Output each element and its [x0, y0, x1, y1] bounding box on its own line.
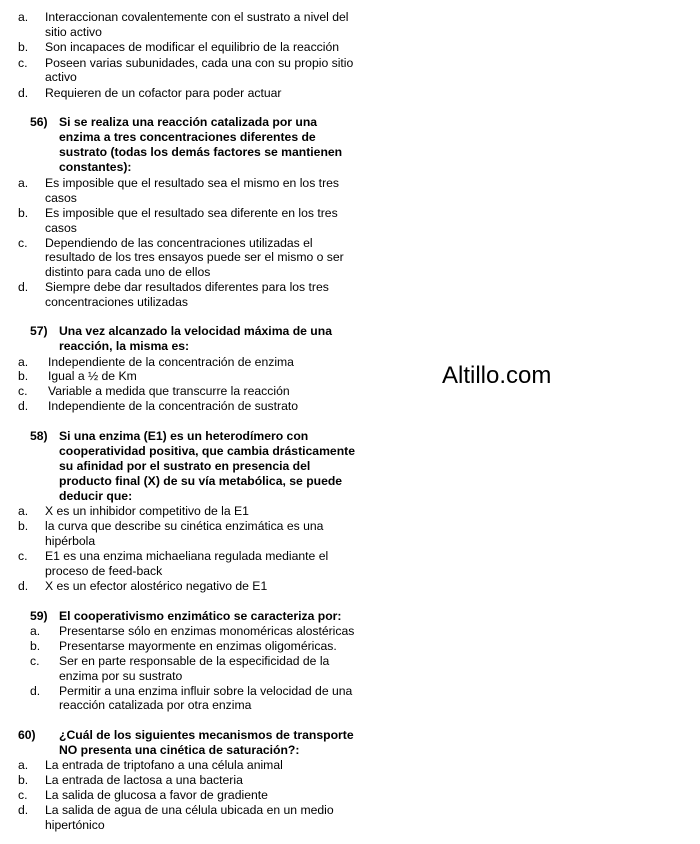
q58-stem-cont: deducir que:: [59, 489, 133, 503]
q57-stem: Una vez alcanzado la velocidad máxima de una: [59, 324, 332, 338]
prev-option-b-text: Son incapaces de modificar el equilibrio de la reacción: [45, 40, 340, 54]
prev-option-d-text: Requieren de un cofactor para poder actuar: [45, 86, 282, 100]
q60-option-d-text: La salida de agua de una célula ubicada en un medio: [45, 803, 334, 817]
q57-option-b-text: Igual a ½ de Km: [48, 369, 137, 383]
q58-stem: Si una enzima (E1) es un heterodímero con: [59, 429, 309, 443]
q57-number: 57): [30, 324, 48, 338]
q57-option-c-text: Variable a medida que transcurre la reacción: [48, 384, 290, 398]
q60-option-b-text: La entrada de lactosa a una bacteria: [45, 773, 243, 787]
prev-option-a-text-cont: sitio activo: [45, 25, 102, 39]
q57-option-c-letter: c.: [18, 384, 28, 398]
q58-stem-cont: producto final (X) de su vía metabólica, se puede: [59, 474, 343, 488]
q58-stem-cont: cooperatividad positiva, que cambia drásticamente: [59, 444, 355, 458]
prev-option-c-letter: c.: [18, 56, 28, 70]
q58-option-c-letter: c.: [18, 549, 28, 563]
q60-option-a-letter: a.: [18, 758, 29, 772]
q58-option-d-letter: d.: [18, 579, 29, 593]
q58-option-d-text: X es un efector alostérico negativo de E1: [45, 579, 268, 593]
q57-option-a-letter: a.: [18, 355, 29, 369]
q58-option-b-text-cont: hipérbola: [45, 534, 96, 548]
q56-option-b-letter: b.: [18, 206, 29, 220]
prev-option-a-text: Interaccionan covalentemente con el sustrato a nivel del: [45, 10, 349, 24]
q56-stem-cont: enzima a tres concentraciones diferentes de: [59, 130, 316, 144]
q59-option-c-text: Ser en parte responsable de la especificidad de la: [59, 654, 330, 668]
q59-option-c-letter: c.: [30, 654, 40, 668]
prev-option-c-text: Poseen varias subunidades, cada una con su propio sitio: [45, 56, 354, 70]
q56-option-b-text: Es imposible que el resultado sea diferente en los tres: [45, 206, 338, 220]
q56-stem-cont: constantes):: [59, 160, 132, 174]
q60-option-d-letter: d.: [18, 803, 29, 817]
q59-option-d-text-cont: reacción catalizada por otra enzima: [59, 698, 252, 712]
prev-option-a-letter: a.: [18, 10, 29, 24]
q58-option-b-text: la curva que describe su cinética enzimática es una: [45, 519, 324, 533]
q59-option-b-text: Presentarse mayormente en enzimas oligoméricas.: [59, 639, 337, 653]
q60-stem: ¿Cuál de los siguientes mecanismos de transporte: [59, 728, 354, 742]
q58-option-a-text: X es un inhibidor competitivo de la E1: [45, 504, 249, 518]
q59-option-b-letter: b.: [30, 639, 41, 653]
q56-stem-cont: sustrato (todas los demás factores se mantienen: [59, 145, 343, 159]
q56-option-a-text: Es imposible que el resultado sea el mismo en los tres: [45, 176, 339, 190]
altillo-watermark: Altillo.com: [442, 362, 552, 389]
q59-number: 59): [30, 609, 48, 623]
q56-option-b-text-cont: casos: [45, 221, 77, 235]
q60-number: 60): [18, 728, 36, 742]
q58-option-c-text: E1 es una enzima michaeliana regulada mediante el: [45, 549, 329, 563]
q57-option-d-letter: d.: [18, 399, 29, 413]
q60-option-c-letter: c.: [18, 788, 28, 802]
q56-option-c-text-cont: distinto para cada uno de ellos: [45, 265, 211, 279]
q58-option-a-letter: a.: [18, 504, 29, 518]
q58-stem-cont: su afinidad por el sustrato en presencia del: [59, 459, 311, 473]
q58-option-b-letter: b.: [18, 519, 29, 533]
q60-option-d-text-cont: hipertónico: [45, 818, 105, 832]
q60-option-b-letter: b.: [18, 773, 29, 787]
q58-option-c-text-cont: proceso de feed-back: [45, 564, 163, 578]
q59-option-a-text: Presentarse sólo en enzimas monoméricas alostéricas: [59, 624, 355, 638]
q60-stem-cont: NO presenta una cinética de saturación?:: [59, 743, 300, 757]
prev-option-b-letter: b.: [18, 40, 29, 54]
q59-option-c-text-cont: enzima por su sustrato: [59, 669, 183, 683]
q56-stem: Si se realiza una reacción catalizada por una: [59, 115, 318, 129]
q56-option-d-text-cont: concentraciones utilizadas: [45, 295, 188, 309]
q56-option-a-letter: a.: [18, 176, 29, 190]
prev-option-d-letter: d.: [18, 86, 29, 100]
q56-option-a-text-cont: casos: [45, 191, 77, 205]
q59-option-a-letter: a.: [30, 624, 41, 638]
q57-option-a-text: Independiente de la concentración de enzima: [48, 355, 294, 369]
q56-option-d-text: Siempre debe dar resultados diferentes para los tres: [45, 280, 329, 294]
q59-option-d-text: Permitir a una enzima influir sobre la velocidad de una: [59, 684, 353, 698]
q57-option-d-text: Independiente de la concentración de sustrato: [48, 399, 299, 413]
q56-number: 56): [30, 115, 48, 129]
q59-option-d-letter: d.: [30, 684, 41, 698]
q60-option-a-text: La entrada de triptofano a una célula animal: [45, 758, 283, 772]
prev-option-c-text-cont: activo: [45, 70, 77, 84]
q59-stem: El cooperativismo enzimático se caracteriza por:: [59, 609, 342, 623]
q57-option-b-letter: b.: [18, 369, 29, 383]
q57-stem-cont: reacción, la misma es:: [59, 339, 190, 353]
q56-option-c-letter: c.: [18, 236, 28, 250]
q60-option-c-text: La salida de glucosa a favor de gradiente: [45, 788, 268, 802]
q56-option-c-text: Dependiendo de las concentraciones utilizadas el: [45, 236, 313, 250]
q56-option-d-letter: d.: [18, 280, 29, 294]
q58-number: 58): [30, 429, 48, 443]
q56-option-c-text-cont: resultado de los tres ensayos puede ser el mismo o ser: [45, 250, 344, 264]
